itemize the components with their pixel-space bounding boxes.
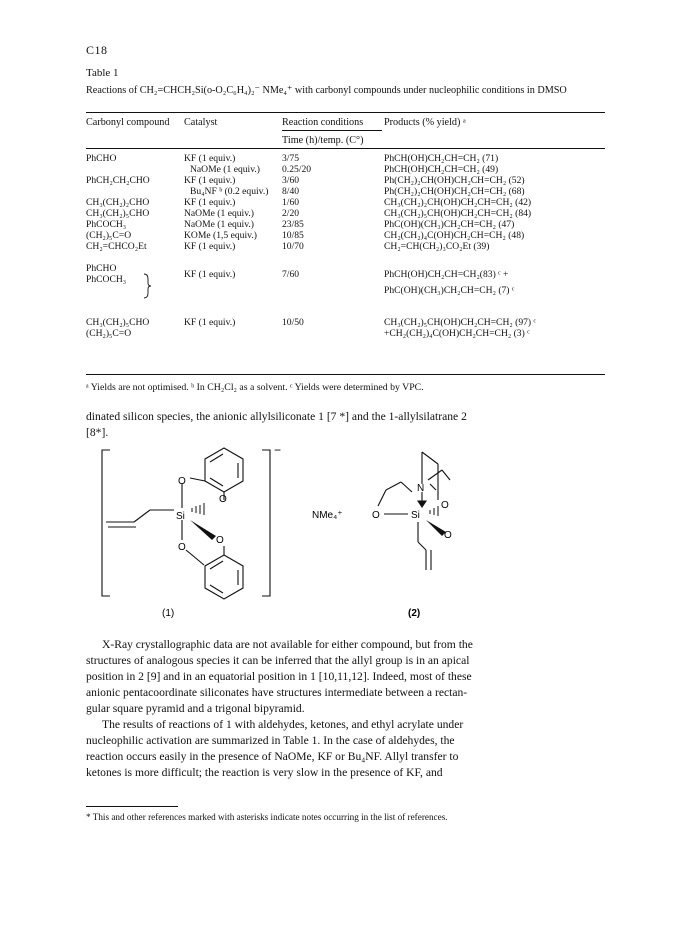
conditions-cell: 10/50 xyxy=(282,317,304,328)
catalyst-cell: NaOMe (1 equiv.) xyxy=(190,164,260,175)
text-line: The results of reactions of 1 with aldehydes, ketones, and ethyl acrylate under xyxy=(102,718,464,731)
carbonyl-cell: (CH₂)₅C=O xyxy=(86,230,132,241)
carbonyl-cell: PhCH₂CH₂CHO xyxy=(86,175,150,186)
conditions-cell: 1/60 xyxy=(282,197,300,208)
page-footnote: * This and other references marked with asterisks indicate notes occurring in the list of references. xyxy=(86,812,448,822)
table-top-rule xyxy=(86,112,605,113)
product-cell: CH₂(CH₂)₄C(OH)CH₂CH=CH₂ (48) xyxy=(384,230,525,241)
product-cell: CH₂=CH(CH₂)₃CO₂Et (39) xyxy=(384,241,490,252)
text-line: gular square pyramid and a trigonal bipyramid. xyxy=(86,702,305,715)
wedge-bond xyxy=(190,520,216,540)
catalyst-cell: KF (1 equiv.) xyxy=(184,197,236,208)
carbonyl-cell: CH₂=CHCO₂Et xyxy=(86,241,147,252)
table-label: Table 1 xyxy=(86,67,119,79)
table-bottom-rule xyxy=(86,374,605,375)
text-line: nucleophilic activation are summarized in Table 1. In the case of aldehydes, the xyxy=(86,734,455,747)
carbonyl-cell: CH₃(CH₂)₂CHO xyxy=(86,197,150,208)
oxygen-atom: O xyxy=(216,535,224,546)
catalyst-cell: KF (1 equiv.) xyxy=(184,175,236,186)
carbonyl-cell: (CH₂)₅C=O xyxy=(86,328,132,339)
conditions-cell: 8/40 xyxy=(282,186,300,197)
conditions-cell: 23/85 xyxy=(282,219,304,230)
oxygen-atom: O xyxy=(178,476,186,487)
compound-1-label: (1) xyxy=(162,608,175,619)
product-cell: PhCH(OH)CH₂CH=CH₂ (49) xyxy=(384,164,499,175)
silicon-atom: Si xyxy=(176,511,185,522)
catalyst-cell: KF (1 equiv.) xyxy=(184,317,236,328)
product-cell: PhCH(OH)CH₂CH=CH₂(83) ᶜ + xyxy=(384,269,509,280)
product-cell: CH₃(CH₂)₅CH(OH)CH₂CH=CH₂ (97) ᶜ xyxy=(384,317,536,328)
conditions-cell: 2/20 xyxy=(282,208,300,219)
silicon-atom: Si xyxy=(411,510,420,521)
carbonyl-cell: CH₃(CH₂)₅CHO xyxy=(86,317,150,328)
oxygen-atom: O xyxy=(178,542,186,553)
table-caption: Reactions of CH₂=CHCH₂Si(o-O₂C₆H₄)₂⁻ NMe₄⁺ with carbonyl compounds under nucleophilic conditions in DMSO xyxy=(86,85,567,96)
product-cell: +CH₂(CH₂)₄C(OH)CH₂CH=CH₂ (3) ᶜ xyxy=(384,328,530,339)
nitrogen-atom: N xyxy=(417,483,425,494)
catalyst-cell: KF (1 equiv.) xyxy=(184,153,236,164)
oxygen-atom: O xyxy=(372,510,380,521)
compound-2-label: (2) xyxy=(408,608,421,619)
oxygen-atom: O xyxy=(219,494,227,505)
brace-icon xyxy=(142,273,152,299)
catalyst-cell: NaOMe (1 equiv.) xyxy=(184,219,254,230)
product-cell: Ph(CH₂)₂CH(OH)CH₂CH=CH₂ (68) xyxy=(384,186,525,197)
carbonyl-cell: PhCOCH₃ xyxy=(86,274,127,285)
carbonyl-cell: PhCHO xyxy=(86,263,117,274)
col-header-products: Products (% yield) ᵃ xyxy=(384,117,466,128)
text-line: anionic pentacoordinate siliconates have structures intermediate between a rectan- xyxy=(86,686,468,699)
oxygen-atom: O xyxy=(441,500,449,511)
conditions-cell: 3/75 xyxy=(282,153,300,164)
text-line: position in 2 [9] and in an equatorial position in 1 [10,11,12]. Indeed, most of these xyxy=(86,670,472,683)
conditions-cell: 7/60 xyxy=(282,269,300,280)
catalyst-cell: Bu₄NF ᵇ (0.2 equiv.) xyxy=(190,186,269,197)
page-number: C18 xyxy=(86,43,108,57)
text-line: ketones is more difficult; the reaction is very slow in the presence of KF, and xyxy=(86,766,443,779)
product-cell: PhC(OH)(CH₃)CH₂CH=CH₂ (7) ᶜ xyxy=(384,285,515,296)
carbonyl-cell: CH₃(CH₂)₅CHO xyxy=(86,208,150,219)
conditions-rule xyxy=(282,130,382,131)
product-cell: CH₃(CH₂)₂CH(OH)CH₂CH=CH₂ (42) xyxy=(384,197,532,208)
col-header-carbonyl: Carbonyl compound xyxy=(86,117,170,128)
body-intro xyxy=(86,409,606,441)
catalyst-cell: NaOMe (1 equiv.) xyxy=(184,208,254,219)
product-cell: CH₃(CH₂)₅CH(OH)CH₂CH=CH₂ (84) xyxy=(384,208,532,219)
compound-1-structure xyxy=(102,448,270,599)
wedge-bond xyxy=(426,520,446,536)
body-paragraph-2 xyxy=(86,717,606,781)
body-paragraph-1 xyxy=(86,637,606,717)
col-header-catalyst: Catalyst xyxy=(184,117,218,128)
conditions-cell: 10/70 xyxy=(282,241,304,252)
text-line: dinated silicon species, the anionic allylsiliconate 1 [7 *] and the 1-allylsilatrane 2 xyxy=(86,410,467,423)
col-header-time-temp: Time (h)/temp. (C°) xyxy=(282,135,364,146)
catalyst-cell: KF (1 equiv.) xyxy=(184,269,236,280)
product-cell: Ph(CH₂)₂CH(OH)CH₂CH=CH₂ (52) xyxy=(384,175,525,186)
product-cell: PhCH(OH)CH₂CH=CH₂ (71) xyxy=(384,153,499,164)
text-line: X-Ray crystallographic data are not available for either compound, but from the xyxy=(102,638,473,651)
conditions-cell: 10/85 xyxy=(282,230,304,241)
cation-label: NMe₄⁺ xyxy=(312,510,343,521)
col-header-conditions: Reaction conditions xyxy=(282,117,364,128)
table-footnote: ᵃ Yields are not optimised. ᵇ In CH₂Cl₂ as a solvent. ᶜ Yields were determined by VPC. xyxy=(86,382,424,393)
text-line: [8*]. xyxy=(86,426,109,439)
anion-charge: − xyxy=(274,443,282,457)
structures-figure xyxy=(86,440,606,620)
oxygen-atom: O xyxy=(444,530,452,541)
catalyst-cell: KF (1 equiv.) xyxy=(184,241,236,252)
product-cell: PhC(OH)(CH₃)CH₂CH=CH₂ (47) xyxy=(384,219,515,230)
text-line: reaction occurs easily in the presence of NaOMe, KF or Bu₄NF. Allyl transfer to xyxy=(86,750,459,763)
catalyst-cell: KOMe (1,5 equiv.) xyxy=(184,230,257,241)
text-line: structures of analogous species it can be inferred that the allyl group is in an apical xyxy=(86,654,470,667)
footnote-rule xyxy=(86,806,178,807)
carbonyl-cell: PhCOCH₃ xyxy=(86,219,127,230)
carbonyl-cell: PhCHO xyxy=(86,153,117,164)
conditions-cell: 3/60 xyxy=(282,175,300,186)
conditions-cell: 0.25/20 xyxy=(282,164,312,175)
table-header-rule xyxy=(86,148,605,149)
